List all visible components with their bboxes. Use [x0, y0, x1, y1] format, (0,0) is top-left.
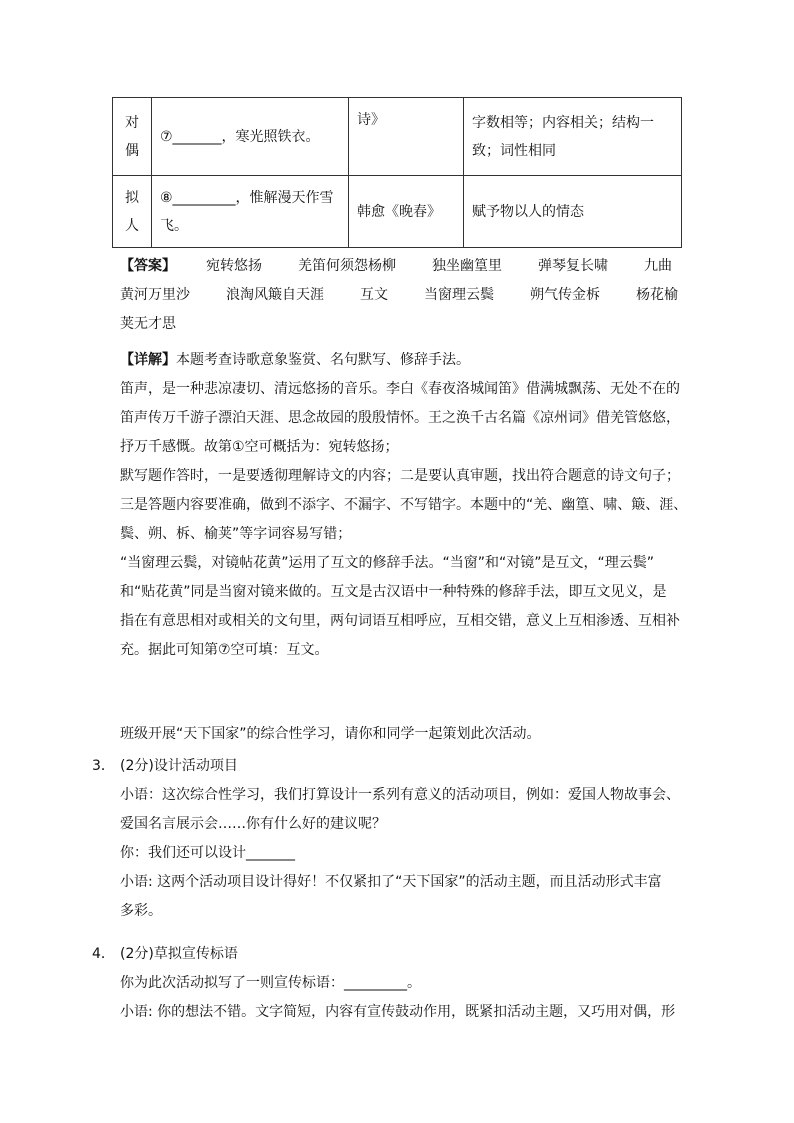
source-cell: 韩愈《晚春》 [349, 176, 464, 248]
activity-intro: 班级开展“天下国家”的综合性学习，请你和同学一起策划此次活动。 [120, 726, 541, 742]
detail-line: 笛声，是一种悲凉凄切、清远悠扬的音乐。李白《春夜洛城闻笛》借满城飘荡、无处不在的 [120, 381, 680, 397]
question-4-line: 你为此次活动拟写了一则宣传标语：_________。 [120, 975, 421, 991]
question-3-block [120, 752, 685, 926]
question-3-line: 小语：这次综合性学习，我们打算设计一系列有意义的活动项目，例如：爱国人物故事会、 [120, 787, 680, 803]
detail-intro-line [120, 346, 685, 375]
answer-item: 朔气传金柝 [530, 287, 600, 303]
answer-item: 浪淘风簸自天涯 [226, 287, 324, 303]
question-3-line: 多彩。 [120, 903, 162, 919]
detail-line: 充。据此可知第⑦空可填：互文。 [120, 642, 329, 658]
question-4-block [120, 940, 685, 1027]
source-cell: 诗》 [349, 98, 464, 176]
detail-tag: 【详解】 [120, 352, 176, 368]
detail-line: 鬓、朔、柝、榆荚”等字词容易写错； [120, 526, 352, 542]
answer-item: 荚无才思 [120, 316, 176, 332]
question-number-3: 3． [92, 758, 115, 774]
feature-cell: 赋予物以人的情态 [464, 176, 682, 248]
answer-line-1 [120, 252, 685, 281]
feature-cell: 字数相等；内容相关；结构一致；词性相同 [464, 98, 682, 176]
answer-line-3 [120, 310, 685, 339]
answer-item: 杨花榆 [636, 287, 678, 303]
detail-intro: 本题考查诗歌意象鉴赏、名句默写、修辞手法。 [176, 352, 470, 368]
table-row [113, 98, 682, 176]
detail-line: 笛声传万千游子漂泊天涯、思念故园的殷殷情怀。王之涣千古名篇《凉州词》借羌管悠悠， [120, 410, 680, 426]
question-3-title: (2分)设计活动项目 [120, 758, 238, 774]
table-row [113, 176, 682, 248]
detail-block [120, 346, 688, 665]
answer-item: 当窗理云鬓 [424, 287, 494, 303]
answer-item: 宛转悠扬 [206, 258, 262, 274]
answer-item: 黄河万里沙 [120, 287, 190, 303]
detail-line: “当窗理云鬓，对镜帖花黄”运用了互文的修辞手法。“当窗”和“对镜”是互文，“理云鬓” [120, 555, 655, 571]
question-4-line: 小语: 你的想法不错。文字简短，内容有宣传鼓动作用，既紧扣活动主题，又巧用对偶，形 [120, 1004, 676, 1020]
detail-line: 指在有意思相对或相关的文句里，两句词语互相呼应，互相交错，意义上互相渗透、互相补 [120, 613, 680, 629]
detail-line: 和“贴花黄”同是当窗对镜来做的。互文是古汉语中一种特殊的修辞手法，即互文见义，是 [120, 584, 667, 600]
answer-block [120, 252, 685, 339]
rhetoric-type-cell: 对偶 [113, 98, 152, 176]
question-4-title: (2分)草拟宣传标语 [120, 946, 238, 962]
detail-line: 三是答题内容要准确，做到不添字、不漏字、不写错字。本题中的“羌、幽篁、啸、簸、涯、 [120, 497, 688, 513]
question-3-line: 小语: 这两个活动项目设计得好！不仅紧扣了“天下国家”的活动主题，而且活动形式丰富 [120, 874, 662, 890]
answer-tag: 【答案】 [120, 258, 176, 274]
question-number-4: 4． [92, 946, 115, 962]
detail-line: 抒万千感慨。故第①空可概括为：宛转悠扬； [120, 439, 399, 455]
poem-line-cell: ⑦_______，寒光照铁衣。 [152, 98, 349, 176]
question-3-line: 你：我们还可以设计_______ [120, 845, 295, 861]
answer-item: 弹琴复长啸 [538, 258, 608, 274]
answer-item: 羌笛何须怨杨柳 [298, 258, 396, 274]
poem-line-cell: ⑧_________，惟解漫天作雪飞。 [152, 176, 349, 248]
rhetoric-table [112, 97, 682, 248]
answer-item: 互文 [360, 287, 388, 303]
answer-line-2 [120, 281, 685, 310]
answer-item: 独坐幽篁里 [432, 258, 502, 274]
detail-line: 默写题作答时，一是要透彻理解诗文的内容；二是要认真审题，找出符合题意的诗文句子； [120, 468, 680, 484]
answer-item: 九曲 [644, 258, 672, 274]
rhetoric-type-cell: 拟人 [113, 176, 152, 248]
question-3-line: 爱国名言展示会……你有什么好的建议呢？ [120, 816, 386, 832]
